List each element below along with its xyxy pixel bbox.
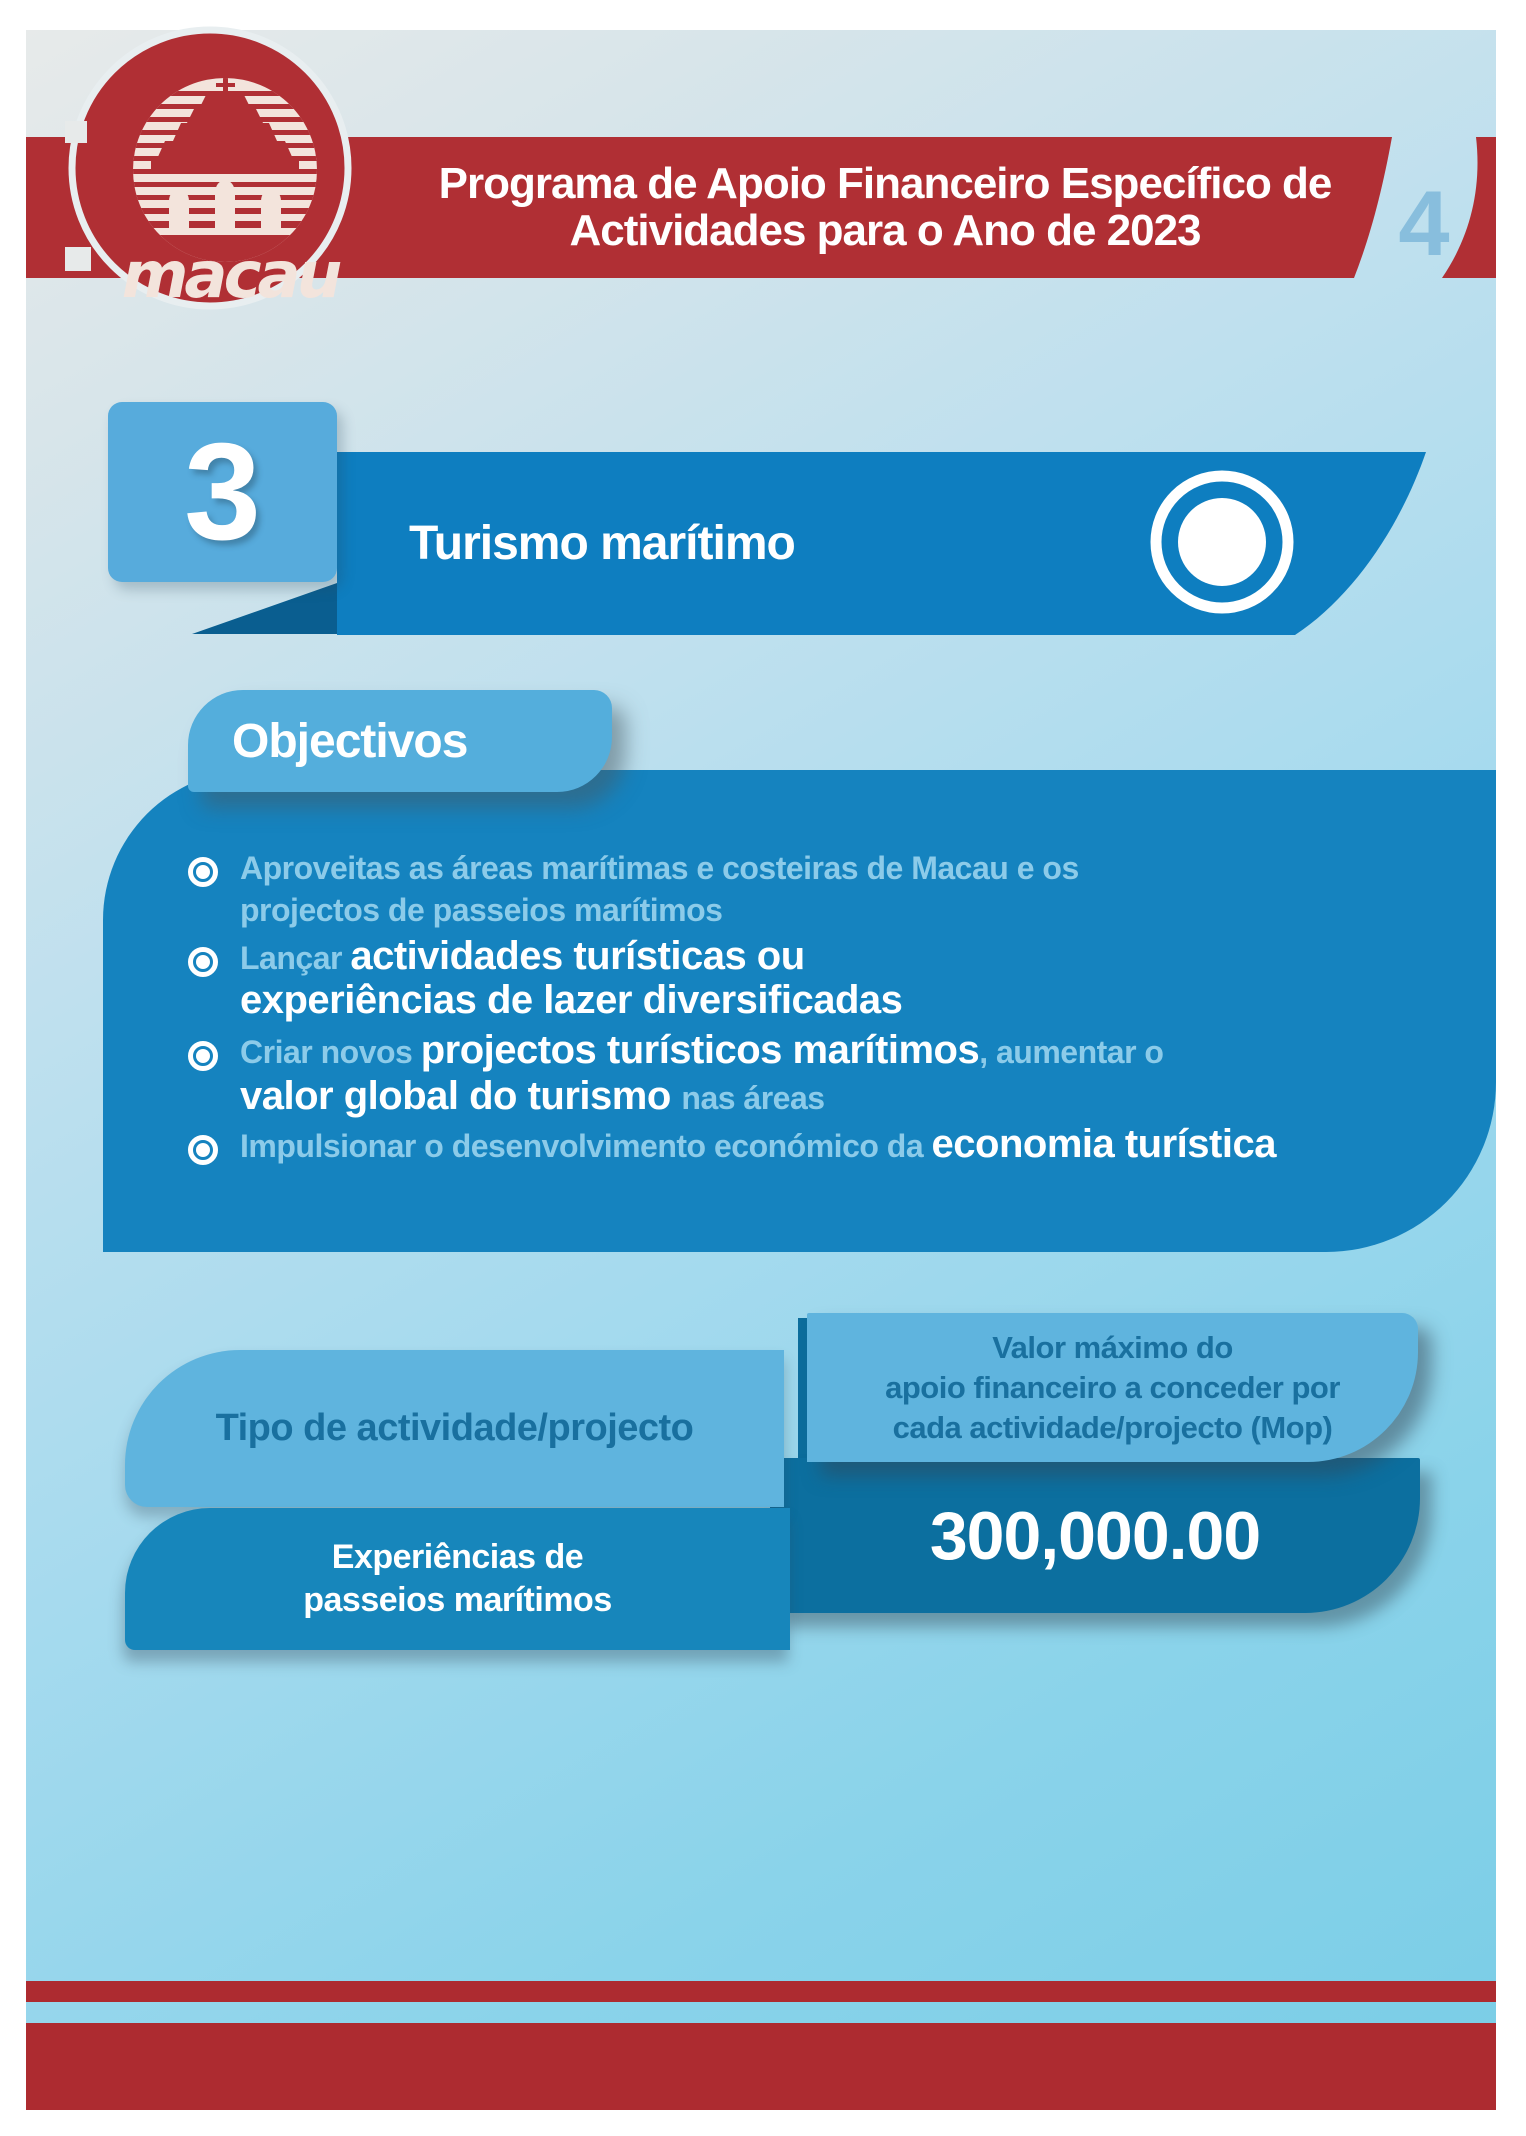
- objective-text-segment: Impulsionar o desenvolvimento económico da: [240, 1128, 932, 1164]
- objective-text-segment: Criar novos: [240, 1034, 421, 1070]
- objective-2-line-2: [240, 978, 902, 1023]
- objective-text-segment: projectos de passeios marítimos: [240, 892, 723, 928]
- table-col2-header-line2: apoio financeiro a conceder por: [885, 1369, 1340, 1405]
- logo-macau-text: macau: [121, 239, 339, 313]
- table-value-cell: [770, 1458, 1420, 1613]
- objectives-heading: Objectivos: [232, 714, 468, 768]
- section-number-badge: [108, 402, 337, 582]
- objective-text-segment: Aproveitas as áreas marítimas e costeiras de Macau e os: [240, 850, 1079, 886]
- objective-3-line-1: [240, 1028, 1163, 1073]
- logo-notch-bottom: [65, 247, 91, 271]
- page-title-line1: Programa de Apoio Financeiro Específico de: [438, 159, 1332, 208]
- objective-4-line-1: [240, 1122, 1276, 1167]
- objective-text-segment: nas áreas: [681, 1080, 825, 1116]
- objective-text-segment: Lançar: [240, 940, 351, 976]
- objectives-tab: [188, 690, 612, 792]
- table-col2-header: [807, 1313, 1418, 1462]
- page-title-line2: Actividades para o Ano de 2023: [569, 206, 1201, 255]
- table-col1-header: [125, 1350, 784, 1507]
- objective-text-segment: economia turística: [931, 1122, 1276, 1166]
- logo-notch-top: [65, 121, 87, 143]
- objective-text-segment: projectos turísticos marítimos: [420, 1028, 980, 1072]
- objective-text-segment: experiências de lazer diversificadas: [240, 978, 903, 1022]
- activity-type-line1: Experiências de: [331, 1538, 584, 1576]
- table-type-cell: [125, 1508, 790, 1650]
- table-col2-header-line1: Valor máximo do: [992, 1329, 1233, 1365]
- bullet-ring-icon: [188, 857, 218, 887]
- objective-text-segment: , aumentar o: [979, 1034, 1164, 1070]
- bullet-ring-icon: [188, 1041, 218, 1071]
- objective-text-segment: actividades turísticas ou: [350, 934, 805, 978]
- section-number: 3: [184, 415, 261, 569]
- section-title: Turismo marítimo: [409, 517, 795, 570]
- objective-2-line-1: [240, 934, 805, 979]
- max-support-value: 300,000.00: [929, 1497, 1261, 1574]
- bullet-ring-icon: [188, 1135, 218, 1165]
- section-fold-shadow: [192, 583, 337, 634]
- objective-1-line-1: [240, 850, 1079, 887]
- footer-stripe-thick: [26, 2023, 1496, 2110]
- objective-1-line-2: [240, 892, 722, 929]
- activity-type-line2: passeios marítimos: [303, 1581, 612, 1619]
- table-col2-header-line3: cada actividade/projecto (Mop): [892, 1409, 1333, 1445]
- page-title: [385, 160, 1385, 254]
- ring-icon-dot: [1178, 498, 1266, 586]
- objective-text-segment: valor global do turismo: [240, 1074, 682, 1118]
- page-number: 4: [1398, 173, 1448, 275]
- bullet-ring-icon: [188, 947, 218, 977]
- objective-3-line-2: [240, 1074, 825, 1119]
- footer-stripe-thin: [26, 1981, 1496, 2002]
- table-col1-header-label: Tipo de actividade/projecto: [215, 1407, 694, 1449]
- macau-tourism-logo: [65, 25, 365, 317]
